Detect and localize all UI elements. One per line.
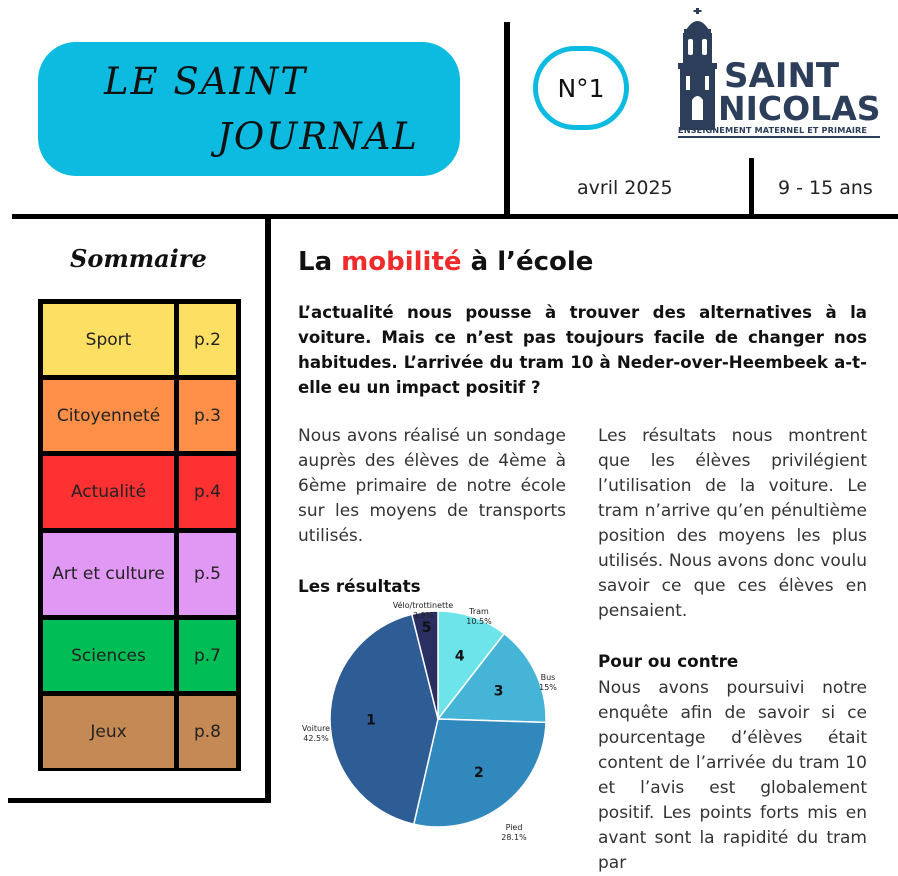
- logo-name-line2: NICOLAS: [718, 89, 881, 128]
- sidebar-divider-horizontal: [8, 798, 271, 803]
- article-column-left: Nous avons réalisé un sondage auprès des élèves de 4ème à 6ème primaire de notre école sur les moyens de transports utilisés.: [298, 426, 566, 546]
- headline-highlight: mobilité: [341, 247, 462, 277]
- headline-start: La: [298, 247, 342, 277]
- toc-section-label: Actualité: [43, 456, 174, 528]
- toc-row[interactable]: [43, 533, 236, 615]
- pie-slice-name: Pied: [505, 823, 523, 832]
- pie-slice-rank: 5: [421, 619, 432, 636]
- article-lede: L’actualité nous pousse à trouver des alternatives à la voiture. Mais ce n’est pas toujours facile de changer nos habitudes. L’arrivée du tram 10 à Neder-over-Heembeek a-t-elle eu un impact positif ?: [298, 303, 867, 397]
- issue-number-badge: N°1: [533, 46, 629, 130]
- age-range: 9 - 15 ans: [778, 177, 873, 199]
- pie-slice-value: 10.5%: [466, 617, 492, 626]
- journal-title-line1: LE SAINT: [104, 60, 308, 103]
- toc-row[interactable]: [43, 696, 236, 768]
- pie-slice-rank: 3: [493, 683, 504, 700]
- table-of-contents-title: Sommaire: [70, 244, 207, 273]
- logo-subtitle: ENSEIGNEMENT MATERNEL ET PRIMAIRE: [678, 125, 868, 135]
- toc-section-label: Sciences: [43, 620, 174, 691]
- pie-slice-rank: 4: [454, 648, 465, 665]
- sidebar-divider-vertical: [265, 216, 271, 802]
- pie-slice-name: Vélo/trottinette: [392, 601, 454, 610]
- pie-slice-value: 28.1%: [501, 833, 527, 842]
- pie-slice-value: 42.5%: [303, 734, 329, 743]
- pie-slice-rank: 1: [366, 712, 376, 729]
- toc-page-number: p.5: [179, 533, 236, 615]
- logo-name-line1: SAINT: [724, 56, 840, 96]
- pie-slice-name: Voiture: [301, 724, 331, 733]
- pie-slice-value: 3,9%: [412, 611, 434, 620]
- article-headline: [298, 247, 593, 277]
- toc-section-label: Art et culture: [43, 533, 174, 615]
- toc-page-number: p.4: [179, 456, 236, 528]
- transport-pie-chart: [286, 596, 576, 846]
- pie-slice-name: Tram: [469, 607, 489, 616]
- logo-rule: [678, 136, 880, 138]
- toc-page-number: p.2: [179, 304, 236, 375]
- toc-section-label: Jeux: [43, 696, 174, 768]
- pour-ou-contre-heading: Pour ou contre: [598, 651, 739, 671]
- toc-row[interactable]: [43, 380, 236, 451]
- table-of-contents: [38, 299, 241, 771]
- article-column-right: Les résultats nous montrent que les élèves privilégient l’utilisation de la voiture. Le tram n’arrive qu’en pénultième position des moyens les plus utilisés. Nous avons donc voulu savoir ce que ces élèves en pensaient.: [598, 426, 867, 621]
- results-heading: Les résultats: [298, 576, 421, 596]
- headline-end: à l’école: [461, 247, 594, 277]
- toc-row[interactable]: [43, 304, 236, 375]
- toc-section-label: Citoyenneté: [43, 380, 174, 451]
- toc-row[interactable]: [43, 620, 236, 691]
- toc-page-number: p.3: [179, 380, 236, 451]
- toc-section-label: Sport: [43, 304, 174, 375]
- pie-slice-name: Bus: [540, 673, 556, 682]
- date-divider: [749, 158, 754, 216]
- article-column-right-continued: Nous avons poursuivi notre enquête afin de savoir si ce pourcentage d’élèves était content de l’arrivée du tram 10 et l’avis est globalement positif. Les points forts mis en avant sont la rapidité du tram par: [598, 678, 867, 873]
- toc-page-number: p.8: [179, 696, 236, 768]
- header-divider-horizontal: [12, 214, 898, 219]
- journal-title-line2: JOURNAL: [217, 115, 419, 158]
- toc-page-number: p.7: [179, 620, 236, 691]
- header-divider-vertical: [504, 22, 510, 216]
- toc-row[interactable]: [43, 456, 236, 528]
- pie-slice-rank: 2: [473, 765, 484, 782]
- issue-date: avril 2025: [577, 177, 673, 199]
- pie-slice-value: 15%: [539, 683, 557, 692]
